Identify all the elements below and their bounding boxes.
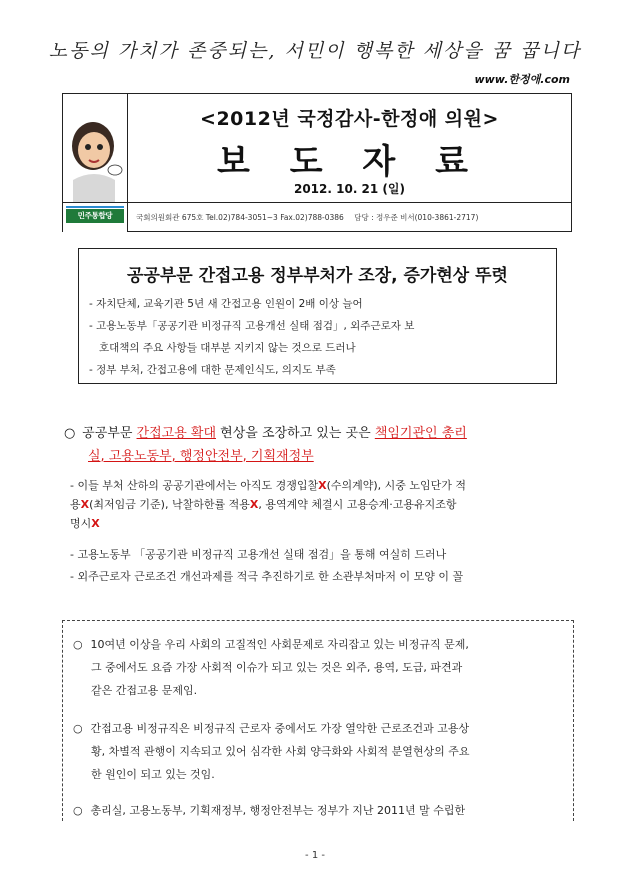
website-link[interactable]: www.한정애.com [474, 73, 570, 86]
slogan: 노동의 가치가 존중되는, 서민이 행복한 세상을 꿈 꿉니다 [48, 40, 582, 62]
summary-item: - 고용노동부「공공기관 비정규직 고용개선 실태 점검」, 외주근로자 보 [89, 320, 415, 332]
page-number: - 1 - [305, 850, 325, 861]
summary-box [78, 248, 557, 384]
highlight-text: 간접고용 확대 [136, 426, 216, 441]
summary-list [89, 293, 549, 381]
contact-info [128, 202, 571, 232]
highlight-text: 책임기관인 총리 [374, 426, 467, 441]
background-box [62, 620, 574, 821]
release-date: 2012. 10. 21 (일) [293, 182, 405, 196]
party-logo: 민주통합당 [63, 202, 128, 232]
highlight-text: 실, 고용노동부, 행정안전부, 기획재정부 [88, 449, 314, 464]
summary-item: 호대책의 주요 사항들 대부분 지키지 않는 것으로 드러나 [99, 342, 356, 354]
press-release-header [62, 93, 572, 232]
release-subtitle: <2012년 국정감사-한정애 의원> [200, 108, 499, 130]
contact-person: 담당 : 정우준 비서(010-3861-2717) [354, 213, 479, 222]
detail-line: - 외주근로자 근로조건 개선과제를 적극 추진하기로 한 소관부처마저 이 모양 이 꼴 [70, 570, 464, 583]
office-address: 국회의원회관 675호 Tel.02)784-3051~3 Fax.02)788-0386 [136, 213, 344, 222]
background-item: ○ 총리실, 고용노동부, 기획재정부, 행정안전부는 정부가 지난 2011년 말 수립한 [73, 804, 466, 817]
detail-paragraph: - 이들 부처 산하의 공공기관에서는 아직도 경쟁입찰X(수의계약), 시중 노임단가 적 용X(최저임금 기준), 낙찰하한률 적용X, 용역계약 체결시 고용승계·고용유지조항 명시X [70, 479, 467, 530]
main-point: ○ 공공부문 간접고용 확대 현상을 조장하고 있는 곳은 책임기관인 총리 실, 고용노동부, 행정안전부, 기획재정부 [64, 422, 580, 468]
headline: 공공부문 간접고용 정부부처가 조장, 증가현상 뚜렷 [127, 266, 508, 286]
background-item: ○ 10여년 이상을 우리 사회의 고질적인 사회문제로 자리잡고 있는 비정규직 문제, 그 중에서도 요즘 가장 사회적 이슈가 되고 있는 것은 외주, 용역, 도급, 파견과 같은 간접고용 문제임. [73, 638, 469, 697]
background-item: ○ 간접고용 비정규직은 비정규직 근로자 중에서도 가장 열악한 근로조건과 고용상 황, 차별적 관행이 지속되고 있어 심각한 사회 양극화와 사회적 분열현상의 주요 한 원인이 되고 있는 것임. [73, 722, 470, 781]
summary-item: - 정부 부처, 간접고용에 대한 문제인식도, 의지도 부족 [89, 364, 336, 376]
summary-item: - 자치단체, 교육기관 5년 새 간접고용 인원이 2배 이상 늘어 [89, 298, 363, 310]
lawmaker-caricature [63, 94, 128, 202]
bullet-circle: ○ [64, 426, 76, 441]
detail-line: - 고용노동부 「공공기관 비정규직 고용개선 실태 점검」을 통해 여실히 드러나 [70, 548, 447, 561]
release-title: 보 도 자 료 [217, 142, 482, 182]
